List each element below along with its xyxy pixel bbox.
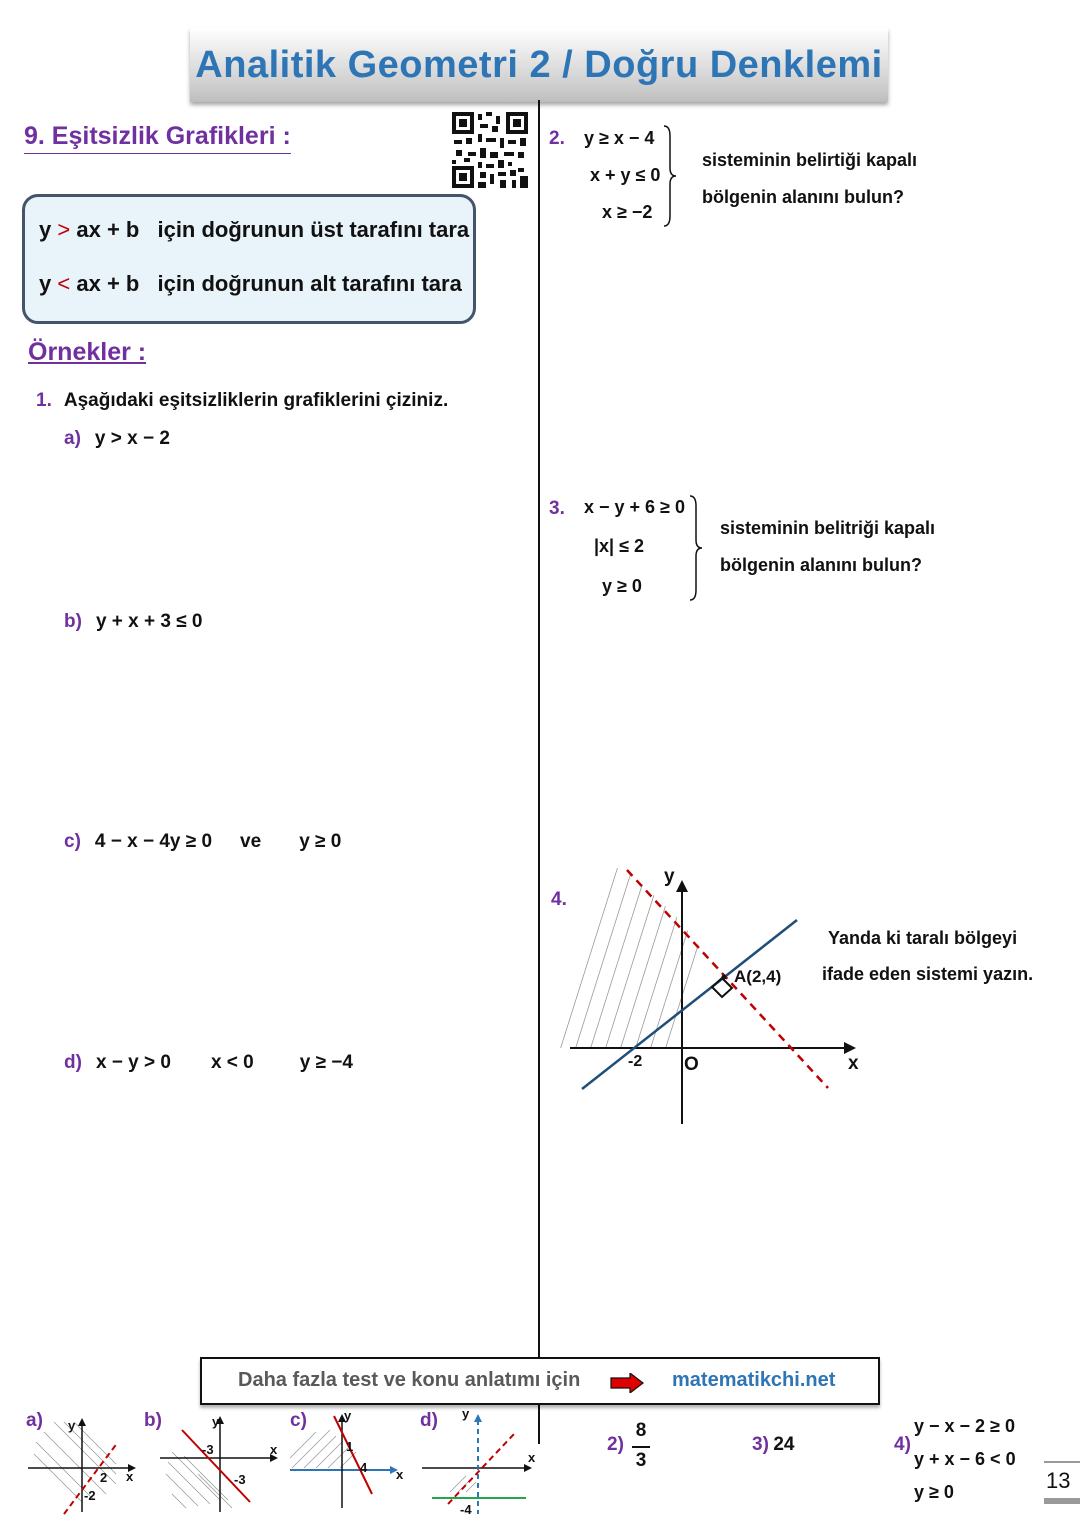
item-expression: y > x − 2 <box>94 428 170 449</box>
fraction-bar <box>632 1446 650 1448</box>
answer-a-y-label: y <box>68 1418 76 1433</box>
q4-point-label: A(2,4) <box>734 967 782 986</box>
answer-b-tick-1: -3 <box>202 1442 214 1457</box>
item-expression: y ≥ −4 <box>299 1052 353 1073</box>
answer-a-label: a) <box>26 1410 43 1431</box>
answer-b-graph <box>158 1412 286 1520</box>
q2-line-3: x ≥ −2 <box>602 202 653 222</box>
answer-4-line-2: y + x − 6 < 0 <box>914 1449 1016 1469</box>
q4-graph <box>560 860 870 1130</box>
rule-operator: > <box>57 217 71 242</box>
answer-c-label: c) <box>290 1410 307 1431</box>
q3-line-3: y ≥ 0 <box>602 576 642 596</box>
answer-b-y-label: y <box>212 1414 220 1429</box>
item-expression: y + x + 3 ≤ 0 <box>95 611 203 632</box>
answer-d-y-label: y <box>462 1406 470 1421</box>
q4-point-a <box>722 975 727 980</box>
item-label: a) <box>64 428 81 449</box>
answer-4-line-1: y − x − 2 ≥ 0 <box>914 1416 1015 1436</box>
question-number: 3. <box>549 498 565 519</box>
answer-2-denominator: 3 <box>635 1450 647 1471</box>
answer-c-tick-1: 1 <box>346 1439 354 1454</box>
rule-box <box>22 194 476 324</box>
question-1c <box>64 831 341 853</box>
answer-a-tick-1: 2 <box>100 1470 108 1485</box>
answer-d-label: d) <box>420 1410 438 1431</box>
question-number: 1. <box>36 390 52 411</box>
q4-text-2: ifade eden sistemi yazın. <box>822 964 1034 984</box>
rule-rhs: ax + b <box>76 217 140 242</box>
page-number-bar <box>1044 1498 1080 1504</box>
q4-text-1: Yanda ki taralı bölgeyi <box>828 928 1018 948</box>
rule-lhs: y <box>39 271 52 296</box>
answer-3 <box>752 1434 795 1456</box>
answer-c-tick-2: 4 <box>360 1460 368 1475</box>
column-divider <box>538 100 540 1360</box>
q2-brace <box>662 124 678 228</box>
question-2-number <box>549 128 579 150</box>
answer-b-label: b) <box>144 1410 162 1431</box>
answer-a-tick-2: -2 <box>84 1488 96 1503</box>
question-3-number <box>549 498 579 520</box>
q3-line-1: x − y + 6 ≥ 0 <box>584 497 685 517</box>
rule-lower <box>39 271 462 297</box>
q4-x-label: x <box>848 1053 859 1074</box>
examples-title: Örnekler : <box>28 338 147 366</box>
rule-operator: < <box>57 271 71 296</box>
rule-lhs: y <box>39 217 52 242</box>
item-expression: 4 − x − 4y ≥ 0 <box>94 831 213 852</box>
item-label: d) <box>64 1052 82 1073</box>
item-label: b) <box>64 611 82 632</box>
answer-a-x-label: x <box>126 1469 134 1484</box>
question-number: 4. <box>551 889 567 910</box>
q4-y-label: y <box>664 866 675 887</box>
footer-text: Daha fazla test ve konu anlatımı için <box>238 1369 581 1391</box>
answer-2-label: 2) <box>607 1434 624 1455</box>
page-title: Analitik Geometri 2 / Doğru Denklemi <box>195 44 883 86</box>
answer-c-x-label: x <box>396 1467 404 1482</box>
arrow-right-icon <box>610 1373 644 1393</box>
q3-line-2: |x| ≤ 2 <box>594 536 644 556</box>
answer-d-tick-1: -4 <box>460 1502 472 1517</box>
q4-x-tick: -2 <box>628 1053 643 1070</box>
q4-origin-label: O <box>684 1054 699 1075</box>
answer-b-tick-2: -3 <box>234 1472 246 1487</box>
answer-4-label: 4) <box>894 1434 911 1455</box>
qr-code-icon[interactable] <box>452 112 528 188</box>
answer-c-y-label: y <box>344 1408 352 1423</box>
answer-c-graph <box>286 1408 408 1512</box>
question-1d <box>64 1052 353 1074</box>
question-text: Aşağıdaki eşitsizliklerin grafiklerini çiziniz. <box>63 390 449 411</box>
q4-right-angle-marker <box>712 978 732 997</box>
answer-4-line-3: y ≥ 0 <box>914 1482 954 1502</box>
answer-a-graph <box>24 1412 144 1520</box>
item-conjunction: ve <box>240 831 262 852</box>
page-number: 13 <box>1046 1468 1071 1493</box>
answer-d-x-label: x <box>528 1450 536 1465</box>
q3-text-1: sisteminin belitriği kapalı <box>720 518 936 538</box>
q2-line-1: y ≥ x − 4 <box>584 128 655 148</box>
title-banner <box>190 28 888 102</box>
item-expression: x < 0 <box>210 1052 254 1073</box>
answer-3-label: 3) <box>752 1434 769 1455</box>
answer-b-x-label: x <box>270 1442 278 1457</box>
item-expression: y ≥ 0 <box>299 831 342 852</box>
answer-d-graph <box>420 1404 544 1518</box>
item-expression: x − y > 0 <box>95 1052 171 1073</box>
q4-y-arrow-icon <box>676 880 688 892</box>
answer-3-value: 24 <box>773 1434 795 1455</box>
question-1 <box>36 390 448 412</box>
page-number-rule <box>1044 1461 1080 1463</box>
item-label: c) <box>64 831 81 852</box>
question-1b <box>64 611 203 633</box>
footer-banner <box>200 1357 880 1405</box>
q3-text-2: bölgenin alanını bulun? <box>720 555 922 575</box>
rule-upper <box>39 217 469 243</box>
question-number: 2. <box>549 128 565 149</box>
section-title: 9. Eşitsizlik Grafikleri : <box>24 122 291 154</box>
rule-rhs: ax + b <box>76 271 140 296</box>
answer-2-numerator: 8 <box>635 1420 647 1441</box>
q2-text-1: sisteminin belirtiği kapalı <box>702 150 918 170</box>
q2-text-2: bölgenin alanını bulun? <box>702 187 904 207</box>
question-1a <box>64 428 170 450</box>
footer-link[interactable]: matematikchi.net <box>672 1369 836 1391</box>
q3-brace <box>688 494 704 602</box>
q2-line-2: x + y ≤ 0 <box>590 165 661 185</box>
rule-text: için doğrunun alt tarafını tara <box>157 271 462 296</box>
q4-shaded-region <box>560 860 725 1050</box>
rule-text: için doğrunun üst tarafını tara <box>157 217 470 242</box>
